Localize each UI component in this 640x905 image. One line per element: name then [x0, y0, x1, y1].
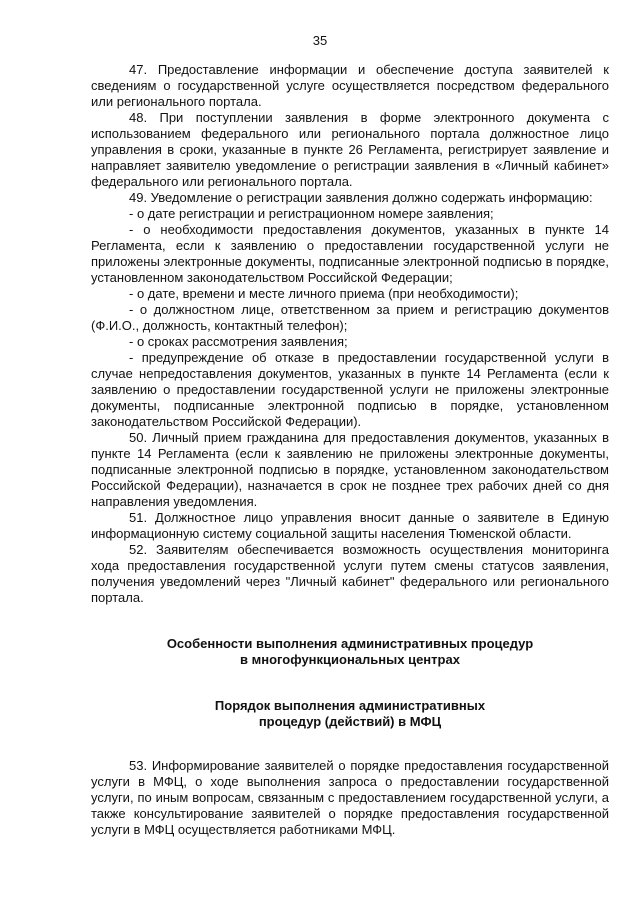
paragraph-51: 51. Должностное лицо управления вносит данные о заявителе в Единую информационную систему социальной защиты населения Тюменской области.: [91, 510, 609, 541]
paragraph-53: 53. Информирование заявителей о порядке предоставления государственной услуги в МФЦ, о ходе выполнения запроса о предоставлении государственной услуги, по иным вопросам, связанным с предоставлением государственной услуги, а также консультирование заявителей о порядке предоставления государственной услуги в МФЦ осуществляется работниками МФЦ.: [91, 758, 609, 837]
section-heading-line-2: в многофункциональных центрах: [240, 652, 460, 667]
list-item-refusal-warning: - предупреждение об отказе в предоставлении государственной услуги в случае непредоставления документов, указанных в пункте 14 Регламента (если к заявлению о предоставлении государственной услуги не приложены электронные документы, подписанные электронной подписью в порядке, установленном законодательством Российской Федерации).: [91, 350, 609, 429]
list-item-documents-required: - о необходимости предоставления документов, указанных в пункте 14 Регламента, если к заявлению о предоставлении государственной услуги не приложены электронные документы, подписанные электронной подписью в порядке, установленном законодательством Российской Федерации;: [91, 222, 609, 285]
subsection-heading-line-1: Порядок выполнения административных: [214, 698, 486, 713]
subsection-heading-line-2: процедур (действий) в МФЦ: [258, 714, 442, 729]
paragraph-52: 52. Заявителям обеспечивается возможность осуществления мониторинга хода предоставления государственной услуги путем смены статусов заявления, получения уведомлений через "Личный кабинет" федерального или регионального портала.: [91, 542, 609, 605]
list-item-review-terms: - о сроках рассмотрения заявления;: [129, 334, 348, 349]
paragraph-48: 48. При поступлении заявления в форме электронного документа с использованием федерального или регионального портала должностное лицо управления в сроки, указанные в пункте 26 Регламента, регистрирует заявление и направляет заявителю уведомление о регистрации заявления в «Личный кабинет» федерального или регионального портала.: [91, 110, 609, 189]
document-body: [91, 62, 609, 838]
list-item-registration-date: - о дате регистрации и регистрационном номере заявления;: [129, 206, 494, 221]
paragraph-47: 47. Предоставление информации и обеспечение доступа заявителей к сведениям о государственной услуге осуществляется посредством федерального или регионального портала.: [91, 62, 609, 109]
paragraph-49: 49. Уведомление о регистрации заявления должно содержать информацию:: [129, 190, 593, 205]
page-number: 35: [312, 33, 328, 48]
section-heading-mfc-features: [91, 636, 609, 668]
list-item-personal-reception: - о дате, времени и месте личного приема (при необходимости);: [129, 286, 519, 301]
list-item-responsible-official: - о должностном лице, ответственном за прием и регистрацию документов (Ф.И.О., должность, контактный телефон);: [91, 302, 609, 333]
paragraph-50: 50. Личный прием гражданина для предоставления документов, указанных в пункте 14 Регламента (если к заявлению не приложены электронные документы, подписанные электронной подписью в порядке, установленном законодательством Российской Федерации), назначается в срок не позднее трех рабочих дней со дня направления уведомления.: [91, 430, 609, 509]
section-heading-line-1: Особенности выполнения административных процедур: [166, 636, 534, 651]
subsection-heading-procedure-order: [91, 698, 609, 730]
